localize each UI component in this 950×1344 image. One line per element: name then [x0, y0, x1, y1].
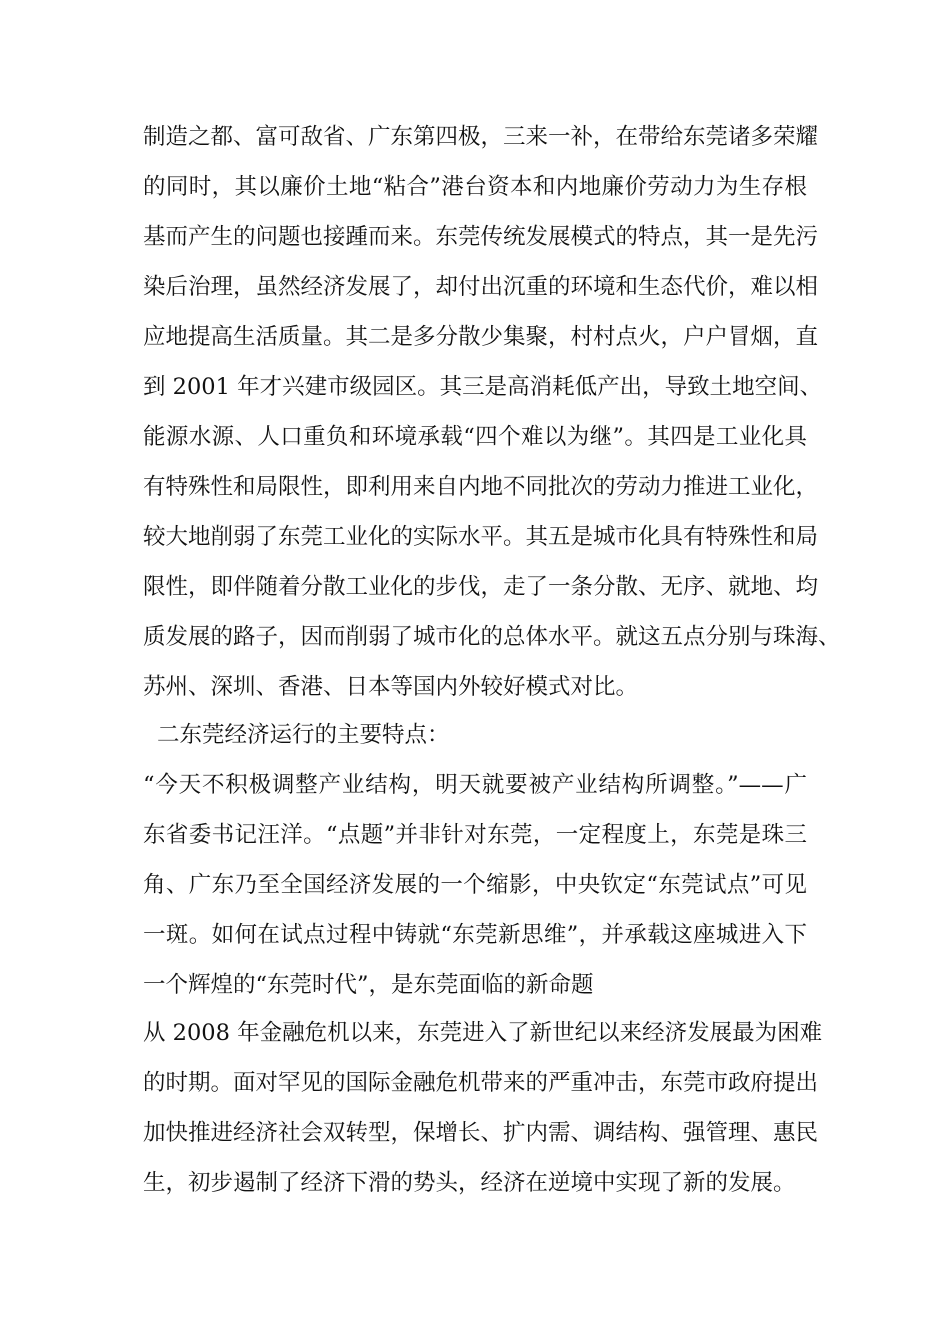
text-line: 到 2001 年才兴建市级园区。其三是高消耗低产出，导致土地空间、	[143, 374, 823, 400]
text-line: 有特殊性和局限性，即利用来自内地不同批次的劳动力推进工业化，	[143, 474, 819, 500]
text-line: 从 2008 年金融危机以来，东莞进入了新世纪以来经济发展最为困难	[143, 1020, 823, 1046]
text-line: 能源水源、人口重负和环境承载“四个难以为继”。其四是工业化具	[143, 424, 807, 450]
text-line: 角、广东乃至全国经济发展的一个缩影，中央钦定“东莞试点”可见	[143, 872, 807, 898]
text-line: 生，初步遏制了经济下滑的势头，经济在逆境中实现了新的发展。	[143, 1170, 796, 1196]
text-line: 的时期。面对罕见的国际金融危机带来的严重冲击，东莞市政府提出	[143, 1070, 819, 1096]
text-line: 应地提高生活质量。其二是多分散少集聚，村村点火，户户冒烟，直	[143, 324, 819, 350]
text-line: 的同时，其以廉价土地“粘合”港台资本和内地廉价劳动力为生存根	[143, 174, 807, 200]
text-line: 较大地削弱了东莞工业化的实际水平。其五是城市化具有特殊性和局	[143, 524, 819, 550]
text-line: “今天不积极调整产业结构，明天就要被产业结构所调整。”——广	[143, 772, 807, 798]
text-line: 质发展的路子，因而削弱了城市化的总体水平。就这五点分别与珠海、	[143, 624, 841, 650]
section-heading: 二东莞经济运行的主要特点：	[157, 722, 450, 748]
text-line: 东省委书记汪洋。“点题”并非针对东莞，一定程度上，东莞是珠三	[143, 822, 807, 848]
text-line: 苏州、深圳、香港、日本等国内外较好模式对比。	[143, 674, 639, 700]
text-line: 制造之都、富可敌省、广东第四极，三来一补，在带给东莞诸多荣耀	[143, 124, 819, 150]
text-line: 限性，即伴随着分散工业化的步伐，走了一条分散、无序、就地、均	[143, 574, 819, 600]
text-line: 染后治理，虽然经济发展了，却付出沉重的环境和生态代价，难以相	[143, 274, 819, 300]
text-line: 基而产生的问题也接踵而来。东莞传统发展模式的特点，其一是先污	[143, 224, 819, 250]
text-line: 加快推进经济社会双转型，保增长、扩内需、调结构、强管理、惠民	[143, 1120, 819, 1146]
text-line: 一个辉煌的“东莞时代”，是东莞面临的新命题	[143, 972, 594, 998]
text-line: 一斑。如何在试点过程中铸就“东莞新思维”，并承载这座城进入下	[143, 922, 807, 948]
